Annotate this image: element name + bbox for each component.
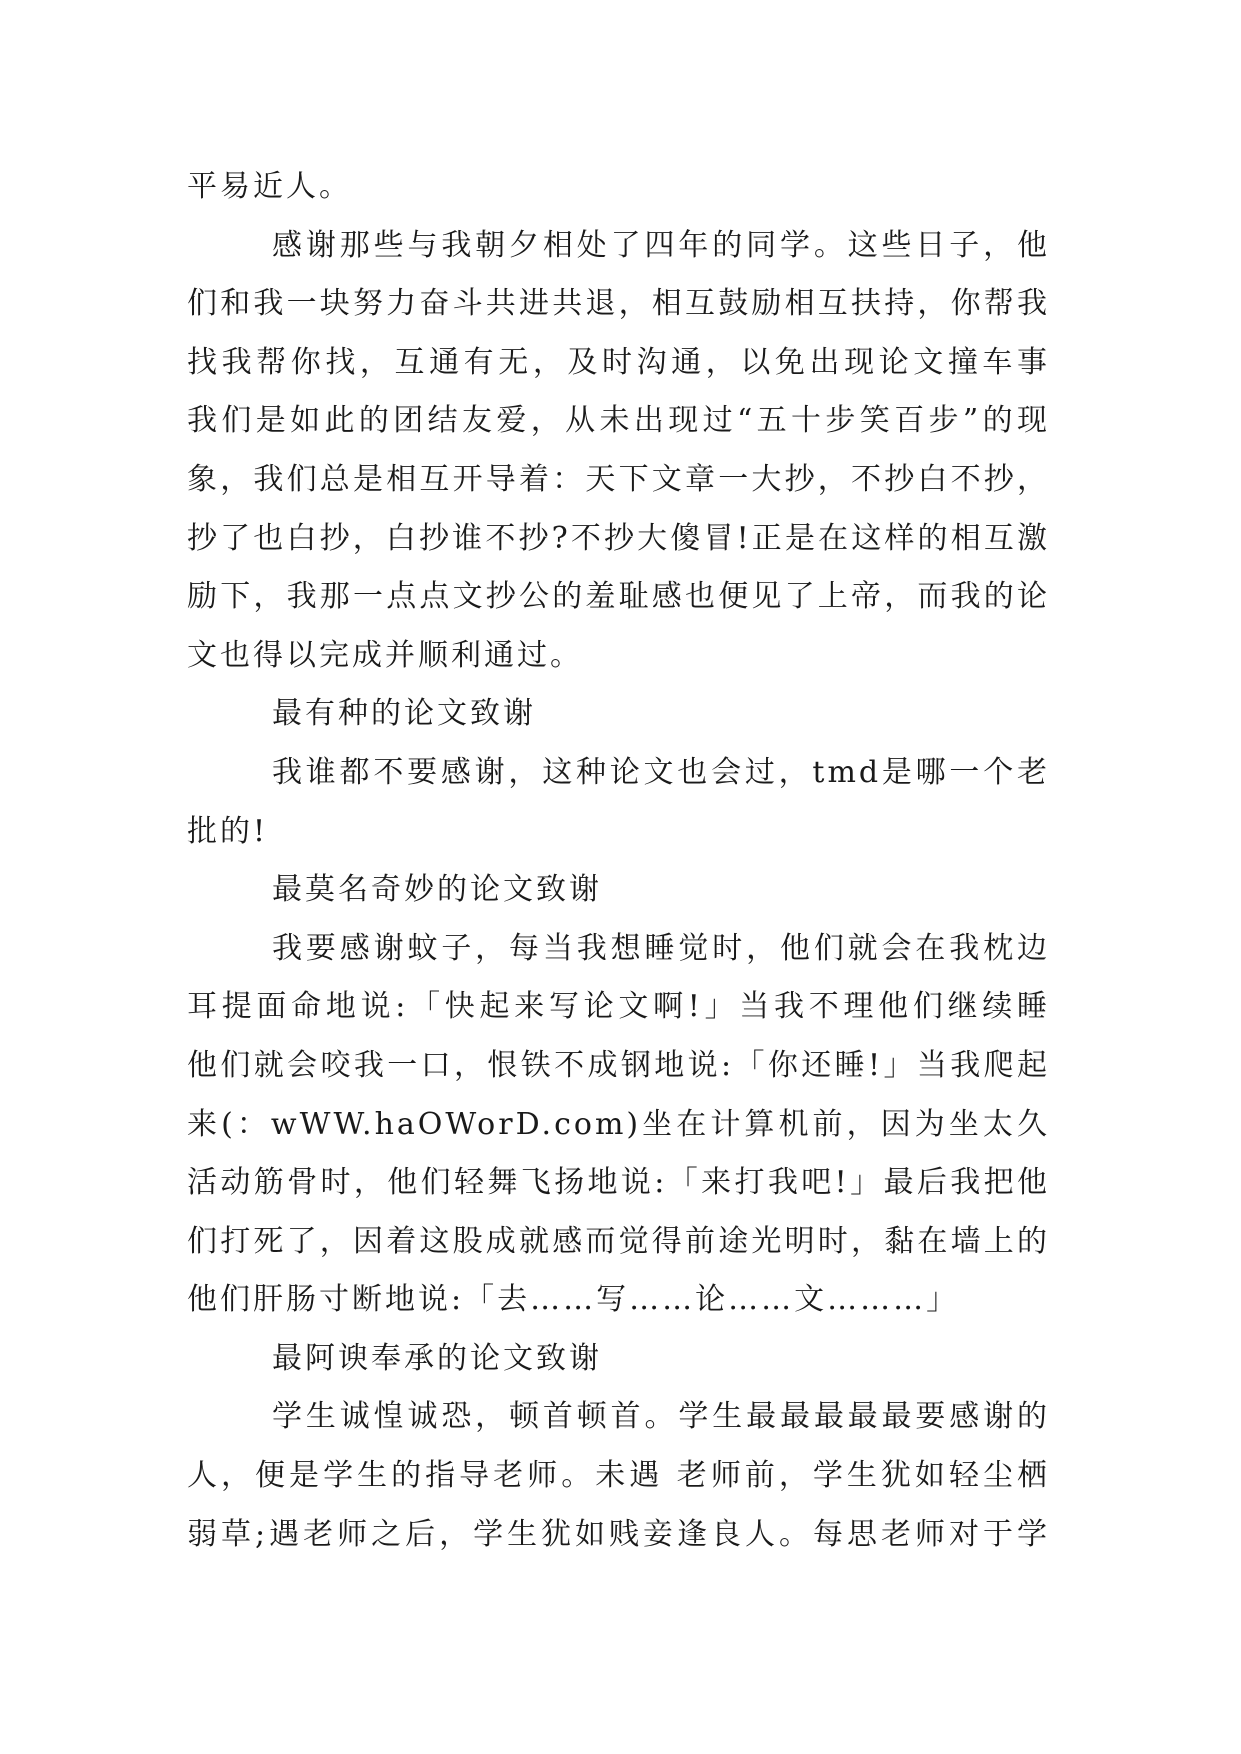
paragraph-line: 人，便是学生的指导老师。未遇 老师前，学生犹如轻尘栖 [187,1458,1050,1494]
paragraph-line: 批的! [187,813,269,849]
paragraph-line: 文也得以完成并顺利通过。 [187,637,583,673]
document-body [187,158,1050,1564]
paragraph-line: 耳提面命地说:「快起来写论文啊!」当我不理他们继续睡 [187,989,1050,1025]
paragraph-line: 他们就会咬我一口，恨铁不成钢地说:「你还睡!」当我爬起 [187,1047,1050,1083]
paragraph-line: 学生诚惶诚恐，顿首顿首。学生最最最最最要感谢的 [272,1399,1050,1435]
paragraph-line: 平易近人。 [187,169,352,204]
paragraph-line: 我要感谢蚊子，每当我想睡觉时，他们就会在我枕边 [272,930,1050,966]
paragraph-line: 我们是如此的团结友爱，从未出现过“五十步笑百步”的现 [187,403,1050,439]
paragraph-line: 弱草;遇老师之后，学生犹如贱妾逢良人。每思老师对于学 [187,1516,1050,1552]
paragraph-line: 们打死了，因着这股成就感而觉得前途光明时，黏在墙上的 [187,1223,1050,1259]
paragraph-line: 励下，我那一点点文抄公的羞耻感也便见了上帝，而我的论 [187,579,1050,615]
section-heading: 最莫名奇妙的论文致谢 [272,872,602,908]
section-heading: 最阿谀奉承的论文致谢 [272,1340,602,1376]
paragraph-line: 活动筋骨时，他们轻舞飞扬地说:「来打我吧!」最后我把他 [187,1165,1050,1201]
paragraph-line: 我谁都不要感谢，这种论文也会过，tmd是哪一个老 [272,754,1050,790]
paragraph-line: 他们肝肠寸断地说:「去……写……论……文………」 [187,1282,960,1318]
paragraph-line: 象，我们总是相互开导着：天下文章一大抄，不抄白不抄， [187,461,1050,497]
section-heading: 最有种的论文致谢 [272,696,536,732]
paragraph-line: 们和我一块努力奋斗共进共退，相互鼓励相互扶持，你帮我 [187,286,1050,322]
paragraph-line: 抄了也白抄，白抄谁不抄?不抄大傻冒!正是在这样的相互激 [187,520,1050,556]
paragraph-line: 感谢那些与我朝夕相处了四年的同学。这些日子，他 [272,227,1050,263]
paragraph-line: 来(：wWW.haOWorD.com)坐在计算机前，因为坐太久 [187,1106,1050,1142]
paragraph-line: 找我帮你找，互通有无，及时沟通，以免出现论文撞车事 [187,344,1050,380]
